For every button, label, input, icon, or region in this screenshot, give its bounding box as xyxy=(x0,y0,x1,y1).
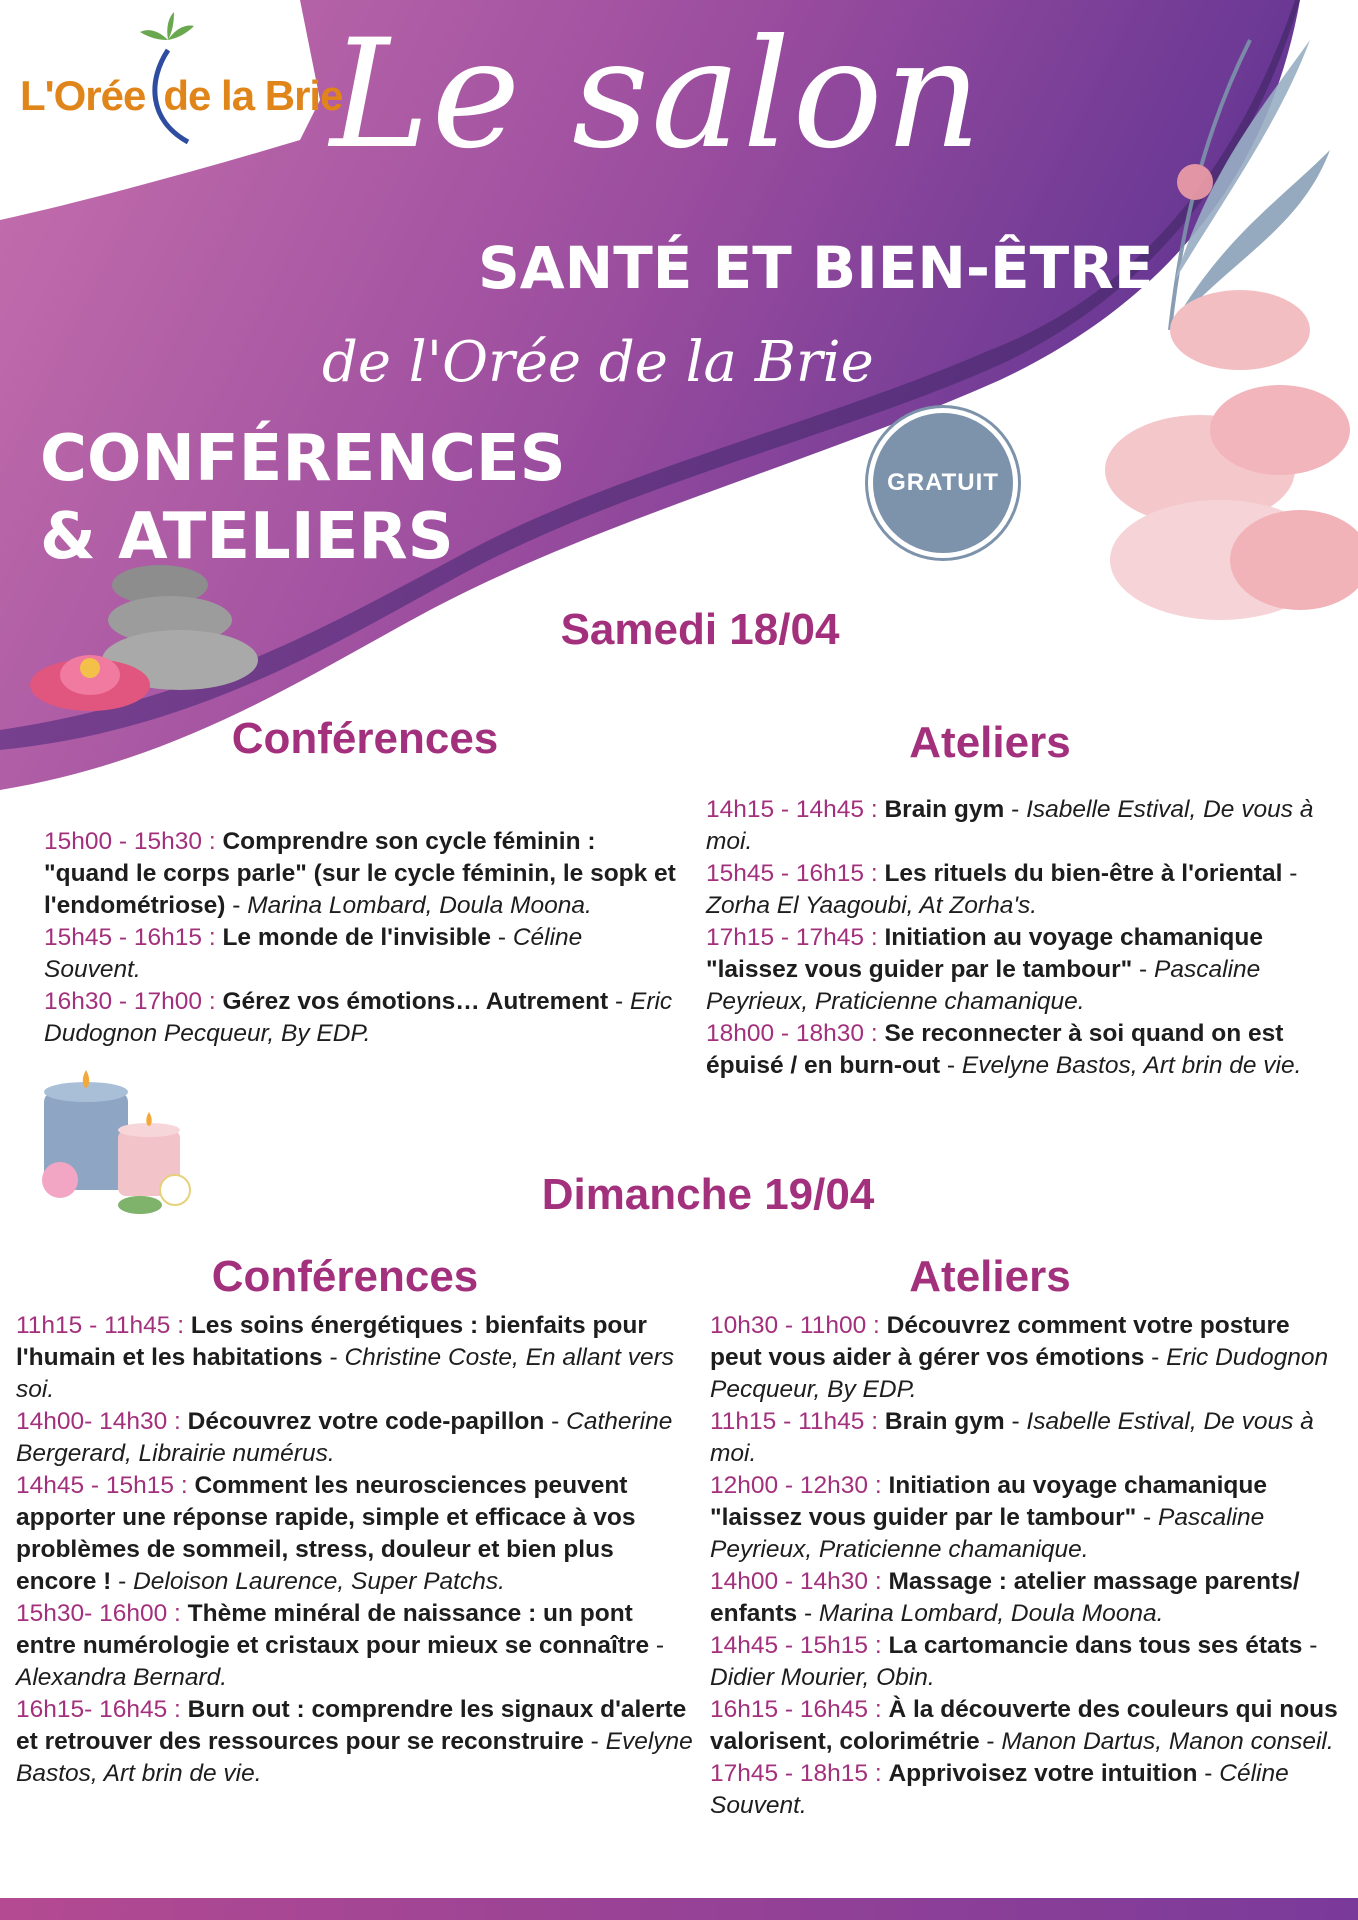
entry-time: 15h45 - 16h15 : xyxy=(706,860,878,887)
entry-separator: - xyxy=(1136,1504,1159,1531)
entry-separator: - xyxy=(1197,1760,1220,1787)
schedule-entry xyxy=(44,986,684,1050)
entry-speaker: Céline Souvent. xyxy=(44,924,583,983)
schedule-entry xyxy=(706,1018,1346,1082)
logo xyxy=(20,10,343,150)
schedule-entry xyxy=(706,794,1346,858)
schedule-entry xyxy=(710,1406,1346,1470)
entry-time: 15h00 - 15h30 : xyxy=(44,828,216,855)
entry-time: 14h45 - 15h15 : xyxy=(710,1632,882,1659)
entry-speaker: Isabelle Estival, De vous à moi. xyxy=(710,1408,1314,1467)
entry-separator: - xyxy=(608,988,630,1015)
entry-speaker: Pascaline Peyrieux, Praticienne chamanique. xyxy=(706,956,1261,1015)
schedule-entry xyxy=(16,1694,696,1790)
footer-bar xyxy=(0,1898,1358,1920)
entry-speaker: Catherine Bergerard, Librairie numérus. xyxy=(16,1408,673,1467)
schedule-entry xyxy=(44,826,684,922)
schedule-entry xyxy=(16,1470,696,1598)
entry-speaker: Zorha El Yaagoubi, At Zorha's. xyxy=(706,892,1038,919)
script-subtitle: de l'Orée de la Brie xyxy=(322,330,874,395)
entry-time: 16h15 - 16h45 : xyxy=(710,1696,882,1723)
entry-title: Initiation au voyage chamanique "laissez vous guider par le tambour" xyxy=(706,924,1263,983)
entry-title: Initiation au voyage chamanique "laissez vous guider par le tambour" xyxy=(710,1472,1267,1531)
entry-separator: - xyxy=(491,924,513,951)
schedule-entry xyxy=(44,922,684,986)
entry-title: Burn out : comprendre les signaux d'alerte et retrouver des ressources pour se reconstruire xyxy=(16,1696,687,1755)
entry-title: La cartomancie dans tous ses états xyxy=(888,1632,1303,1659)
entry-title: Thème minéral de naissance : un pont entre numérologie et cristaux pour mieux se connaître xyxy=(16,1600,650,1659)
schedule-entry xyxy=(710,1470,1346,1566)
entry-separator: - xyxy=(583,1728,606,1755)
entry-separator: - xyxy=(797,1600,819,1627)
entry-speaker: Isabelle Estival, De vous à moi. xyxy=(706,796,1314,855)
saturday-ateliers-title: Ateliers xyxy=(909,718,1071,767)
free-badge: GRATUIT xyxy=(868,408,1018,558)
schedule-entry xyxy=(16,1406,696,1470)
entry-title: Les soins énergétiques : bienfaits pour l'humain et les habitations xyxy=(16,1312,647,1371)
entry-separator: - xyxy=(111,1568,134,1595)
day-heading-sunday: Dimanche 19/04 xyxy=(541,1170,875,1219)
entry-title: Comprendre son cycle féminin : "quand le corps parle" (sur le cycle féminin, le sopk et l'endométriose) xyxy=(44,828,676,919)
section-heading-line2: & ATELIERS xyxy=(40,500,454,574)
schedule-entry xyxy=(16,1598,696,1694)
entry-speaker: Eric Dudognon Pecqueur, By EDP. xyxy=(710,1344,1329,1403)
entry-time: 11h15 - 11h45 : xyxy=(710,1408,879,1435)
entry-separator: - xyxy=(940,1052,962,1079)
entry-speaker: Eric Dudognon Pecqueur, By EDP. xyxy=(44,988,673,1047)
entry-time: 14h15 - 14h45 : xyxy=(706,796,878,823)
entry-separator: - xyxy=(544,1408,567,1435)
entry-speaker: Alexandra Bernard. xyxy=(16,1664,228,1691)
entry-speaker: Evelyne Bastos, Art brin de vie. xyxy=(961,1052,1302,1079)
entry-title: Gérez vos émotions… Autrement xyxy=(222,988,609,1015)
sunday-ateliers-list xyxy=(710,1310,1346,1822)
entry-title: Les rituels du bien-être à l'oriental xyxy=(884,860,1283,887)
entry-time: 17h15 - 17h45 : xyxy=(706,924,878,951)
schedule-entry xyxy=(710,1310,1346,1406)
entry-time: 12h00 - 12h30 : xyxy=(710,1472,882,1499)
entry-speaker: Manon Dartus, Manon conseil. xyxy=(1001,1728,1334,1755)
entry-separator: - xyxy=(1144,1344,1167,1371)
entry-time: 17h45 - 18h15 : xyxy=(710,1760,882,1787)
entry-time: 18h00 - 18h30 : xyxy=(706,1020,878,1047)
entry-separator: - xyxy=(225,892,248,919)
entry-time: 10h30 - 11h00 : xyxy=(710,1312,880,1339)
entry-separator: - xyxy=(1302,1632,1318,1659)
entry-speaker: Didier Mourier, Obin. xyxy=(710,1664,935,1691)
entry-separator: - xyxy=(1004,796,1027,823)
entry-title: Comment les neurosciences peuvent apporter une réponse rapide, simple et efficace à vos problèmes de sommeil, stress, douleur et bien plus encore ! xyxy=(16,1472,636,1595)
saturday-conferences-list xyxy=(44,826,684,1050)
entry-title: Découvrez votre code-papillon xyxy=(187,1408,545,1435)
entry-time: 15h45 - 16h15 : xyxy=(44,924,216,951)
entry-title: Brain gym xyxy=(884,1408,1005,1435)
entry-time: 14h00 - 14h30 : xyxy=(710,1568,882,1595)
entry-title: Brain gym xyxy=(884,796,1005,823)
saturday-ateliers-list xyxy=(706,794,1346,1082)
saturday-conferences-title: Conférences xyxy=(231,714,499,763)
entry-speaker: Deloison Laurence, Super Patchs. xyxy=(133,1568,505,1595)
sunday-ateliers-title: Ateliers xyxy=(909,1252,1071,1301)
entry-title: Découvrez comment votre posture peut vous aider à gérer vos émotions xyxy=(710,1312,1290,1371)
logo-part1: L'Orée xyxy=(20,72,146,119)
entry-speaker: Marina Lombard, Doula Moona. xyxy=(818,1600,1164,1627)
entry-title: Se reconnecter à soi quand on est épuisé / en burn-out xyxy=(706,1020,1284,1079)
schedule-entry xyxy=(706,858,1346,922)
entry-time: 14h45 - 15h15 : xyxy=(16,1472,188,1499)
logo-part2: de la Brie xyxy=(163,72,343,119)
schedule-entry xyxy=(16,1310,696,1406)
entry-separator: - xyxy=(649,1632,665,1659)
subtitle: SANTÉ ET BIEN-ÊTRE xyxy=(478,234,1154,302)
entry-separator: - xyxy=(1132,956,1155,983)
schedule-entry xyxy=(706,922,1346,1018)
schedule-entry xyxy=(710,1694,1346,1758)
entry-title: Le monde de l'invisible xyxy=(222,924,492,951)
sunday-conferences-title: Conférences xyxy=(211,1252,479,1301)
entry-speaker: Pascaline Peyrieux, Praticienne chamanique. xyxy=(710,1504,1265,1563)
section-heading-line1: CONFÉRENCES xyxy=(40,422,566,496)
schedule-entry xyxy=(710,1630,1346,1694)
section-heading xyxy=(40,420,566,576)
entry-title: Apprivoisez votre intuition xyxy=(888,1760,1198,1787)
entry-separator: - xyxy=(979,1728,1002,1755)
entry-time: 15h30- 16h00 : xyxy=(16,1600,181,1627)
entry-time: 16h15- 16h45 : xyxy=(16,1696,181,1723)
logo-text xyxy=(20,72,342,120)
day-heading-saturday: Samedi 18/04 xyxy=(560,605,840,654)
entry-title: Massage : atelier massage parents/ enfants xyxy=(710,1568,1300,1627)
entry-separator: - xyxy=(1004,1408,1027,1435)
schedule-entry xyxy=(710,1758,1346,1822)
entry-time: 16h30 - 17h00 : xyxy=(44,988,216,1015)
schedule-entry xyxy=(710,1566,1346,1630)
entry-separator: - xyxy=(322,1344,345,1371)
entry-speaker: Céline Souvent. xyxy=(710,1760,1289,1819)
entry-speaker: Marina Lombard, Doula Moona. xyxy=(247,892,592,919)
script-title: Le salon xyxy=(330,8,984,182)
sunday-conferences-list xyxy=(16,1310,696,1790)
entry-speaker: Evelyne Bastos, Art brin de vie. xyxy=(16,1728,693,1787)
entry-time: 11h15 - 11h45 : xyxy=(16,1312,185,1339)
entry-time: 14h00- 14h30 : xyxy=(16,1408,181,1435)
entry-title: À la découverte des couleurs qui nous valorisent, colorimétrie xyxy=(710,1696,1338,1755)
entry-speaker: Christine Coste, En allant vers soi. xyxy=(16,1344,674,1403)
entry-separator: - xyxy=(1282,860,1298,887)
